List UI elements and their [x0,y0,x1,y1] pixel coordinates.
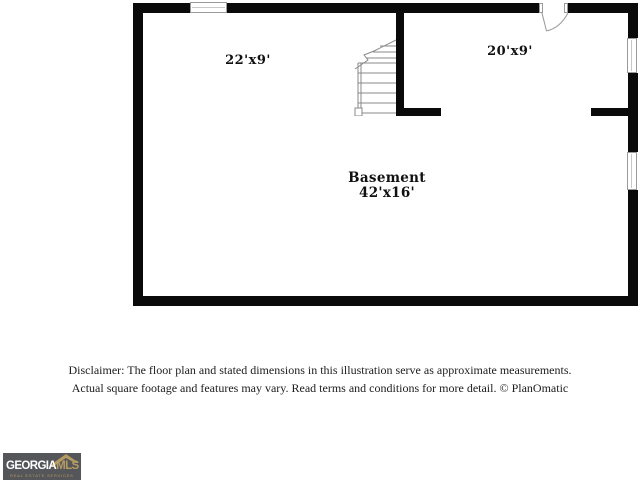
georgia-mls-logo [3,453,81,480]
disclaimer-line-2: Actual square footage and features may vary. Read terms and conditions for more detail. © PlanOmatic [71,381,569,395]
wall-left [133,3,143,306]
stairs-icon [352,36,400,116]
basement-dims-label: 42'x16' [359,185,415,201]
wall-top-mid-segment [227,3,541,13]
wall-right-mid [628,73,638,152]
wall-right-upper [628,3,638,38]
logo-name [6,460,79,472]
disclaimer-text [0,361,640,397]
wall-bottom [133,296,638,306]
window-sash [192,7,225,8]
window-sash [631,40,632,71]
window-icon-right-upper [627,38,637,73]
logo-text-georgia: GEORGIA [6,460,57,472]
logo-text-mls: MLS [56,460,79,472]
logo-tagline: REAL ESTATE SERVICES [10,473,74,478]
wall-interior-horiz-left [396,108,441,116]
door-arc-icon [538,11,572,39]
window-icon-right-lower [627,152,637,190]
wall-interior-horiz-right [591,108,628,116]
room-label-right: 20'x9' [487,44,533,59]
wall-right-lower [628,190,638,306]
basement-name-label: Basement [348,170,426,186]
room-label-left: 22'x9' [225,53,271,68]
disclaimer-line-1: Disclaimer: The floor plan and stated dimensions in this illustration serve as approximate measurements. [68,363,572,377]
window-icon-top [190,2,227,13]
window-sash [631,154,632,188]
